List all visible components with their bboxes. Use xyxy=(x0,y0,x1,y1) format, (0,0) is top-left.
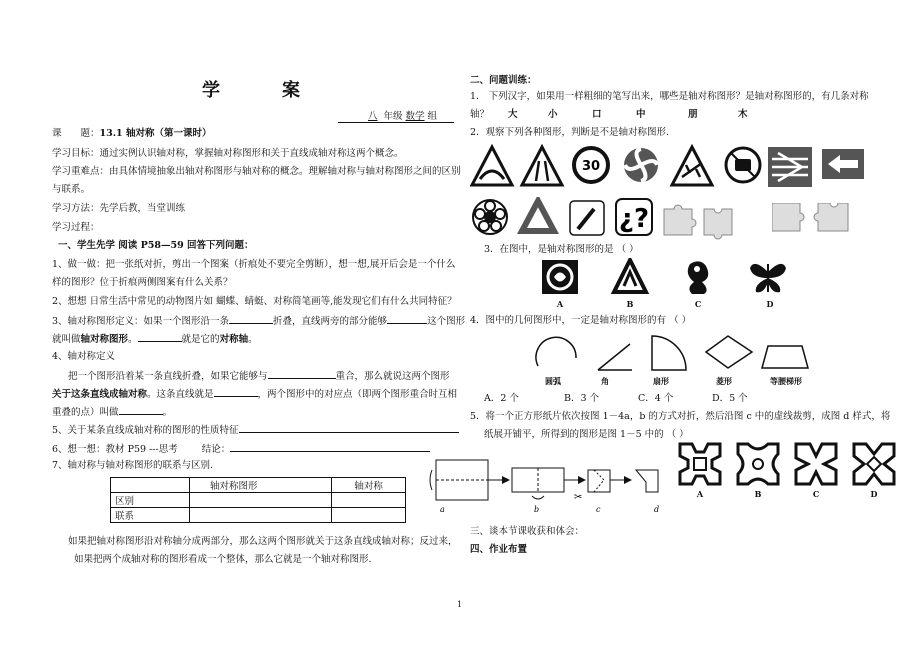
q3-blank-3[interactable] xyxy=(138,331,182,342)
table-header-row xyxy=(111,478,406,493)
topic-label: 课 题： xyxy=(52,128,100,139)
subject-value: 数学 xyxy=(405,111,425,122)
fold-step-c xyxy=(574,470,632,503)
shape-label-sector: 扇形 xyxy=(653,376,669,386)
q4-text-4: ，两个图形中的对应点（即两个图形重合时互相 xyxy=(257,389,458,400)
p4-figures xyxy=(530,330,830,376)
summary-line-1: 如果把轴对称图形沿对称轴分成两部分，那么这两个图形就关于这条直线成轴对称；反过来， xyxy=(68,536,458,547)
q4-text-2: 重合，那么就说这两个图形 xyxy=(335,371,450,382)
answer-shape-b xyxy=(738,444,778,484)
shape-label-angle: 角 xyxy=(601,376,609,386)
p4-choice-d[interactable]: D．5 个 xyxy=(712,393,748,404)
q3-text-3: 这个图形 xyxy=(427,316,466,327)
q6-text: 6、想一想：教材 P59 ---思考 xyxy=(52,444,178,455)
q3-line-1 xyxy=(52,313,465,328)
table-header-figure: 轴对称图形 xyxy=(190,478,332,493)
rhombus-shape xyxy=(706,336,752,368)
keypoints-line-2: 与联系。 xyxy=(52,184,91,195)
goal: 学习目标：通过实例认识轴对称，掌握轴对称图形和关于直线成轴对称这两个概念。 xyxy=(52,148,404,159)
p5-label-c: C xyxy=(812,489,820,499)
grade-value: 八 xyxy=(368,111,378,122)
fold-label-b: b xyxy=(534,505,540,514)
q3-term-axis: 对称轴 xyxy=(219,334,249,345)
sector-shape xyxy=(652,336,686,370)
p4-choice-b[interactable]: B．3 个 xyxy=(564,393,600,404)
table-cell[interactable] xyxy=(332,493,406,508)
grade-label: 年级 xyxy=(383,111,403,122)
answer-shape-d xyxy=(854,444,894,484)
table-cell xyxy=(111,478,190,493)
q4-text-6: 。 xyxy=(162,407,173,418)
railway-logo-icon xyxy=(768,147,812,187)
q3-text-6: 就是它的 xyxy=(181,334,220,345)
puzzle-piece-icon xyxy=(772,203,804,231)
warning-sign-airplane-icon xyxy=(672,147,712,185)
q3-blank-1[interactable] xyxy=(229,313,273,324)
speed-limit-sign-icon xyxy=(574,148,608,182)
fold-label-c: c xyxy=(596,505,601,514)
answer-shape-a xyxy=(680,444,720,484)
q3-text-5: 。 xyxy=(128,334,138,345)
figure-person-icon xyxy=(688,261,709,294)
hanzi-3: 口 xyxy=(592,109,602,120)
hanzi-1: 大 xyxy=(508,109,518,120)
puzzle-piece-icon xyxy=(664,205,696,235)
section-4-heading: 四、作业布置 xyxy=(470,544,528,555)
arc-shape xyxy=(536,337,576,366)
q3-term-axisymmetric: 轴对称图形 xyxy=(80,334,129,345)
fold-label-d: d xyxy=(654,505,660,514)
warning-triangle-icon xyxy=(614,260,646,292)
q4-heading: 4、轴对称定义 xyxy=(52,351,116,362)
p2-figures-row-2-extra xyxy=(772,203,872,239)
folding-steps-diagram xyxy=(428,446,678,516)
puzzle-piece-icon xyxy=(814,203,848,231)
angle-shape xyxy=(598,344,632,370)
table-row-label: 区别 xyxy=(111,493,190,508)
q6-line xyxy=(52,441,430,456)
q4-text-3: 。这条直线就是 xyxy=(147,389,214,400)
fold-step-d xyxy=(636,470,658,492)
process: 学习过程： xyxy=(52,222,100,233)
q6-blank[interactable] xyxy=(230,441,430,452)
p5-line-2: 纸展开铺平，所得到的图形是图 1－5 中的 （ ） xyxy=(484,429,689,440)
table-row xyxy=(111,508,406,523)
hanzi-5: 朋 xyxy=(688,109,698,120)
svg-text:¿?: ¿? xyxy=(618,204,650,234)
q3-text-7: 。 xyxy=(248,334,258,345)
q4-blank-1[interactable] xyxy=(268,368,336,379)
speed-limit-value: 30 xyxy=(581,159,601,174)
keypoints-line-1: 学习重难点：由具体情境抽象出轴对称图形与轴对称的概念。理解轴对称与轴对称图形之间的区别 xyxy=(52,166,461,177)
q5-line xyxy=(52,422,459,437)
header-rule xyxy=(338,122,454,123)
q3-line-2 xyxy=(52,331,258,346)
table-row-label: 联系 xyxy=(111,508,190,523)
p3-figures xyxy=(540,258,800,302)
p5-label-d: D xyxy=(870,489,878,499)
comparison-table xyxy=(110,477,406,523)
q7: 7、轴对称与轴对称图形的联系与区别. xyxy=(52,460,214,471)
p5-answer-figures xyxy=(676,440,900,496)
q3-text-1: 3、轴对称图形定义：如果一个图形沿一条 xyxy=(52,316,230,327)
shape-label-rhombus: 菱形 xyxy=(716,376,732,386)
q3-text-4: 就叫做 xyxy=(52,334,81,345)
section-2-heading: 二、问题训练： xyxy=(470,75,537,86)
shape-label-arc: 圆弧 xyxy=(545,376,561,386)
svg-text:✂: ✂ xyxy=(574,492,583,503)
p2: 2．观察下列各种图形，判断是不是轴对称图形. xyxy=(470,127,670,138)
q4-text-5: 重叠的点）叫做 xyxy=(52,407,119,418)
fold-step-a xyxy=(430,460,510,500)
no-vehicle-sign-icon xyxy=(726,148,760,182)
rose-emblem-icon xyxy=(473,200,507,234)
p3-label-b: B xyxy=(626,299,634,309)
answer-shape-c xyxy=(796,444,836,484)
hanzi-4: 中 xyxy=(636,109,646,120)
p1-text: 轴？ xyxy=(470,109,490,120)
puzzle-piece-icon xyxy=(704,209,732,239)
p1-line-1: 1． 下列汉字，如果用一样粗细的笔写出来，哪些是轴对称图形？是轴对称图形的，有几条对称 xyxy=(470,91,869,102)
q4-line-1 xyxy=(68,368,450,383)
table-cell[interactable] xyxy=(190,493,332,508)
left-arrow-sign-icon xyxy=(822,149,864,179)
section-3-heading: 三、谈本节课收获和体会： xyxy=(470,526,585,537)
table-header-symmetry: 轴对称 xyxy=(332,478,406,493)
p2-figures-row-2 xyxy=(470,197,770,241)
q1-line-2: 样的图形？位于折痕两侧图案有什么关系？ xyxy=(52,277,233,288)
section-1-heading: 一、学生先学 阅读 P58—59 回答下列问题： xyxy=(58,240,254,251)
q4-blank-3[interactable] xyxy=(119,404,163,415)
fold-label-a: a xyxy=(440,505,445,514)
p5-label-a: A xyxy=(696,489,704,499)
q6-conclusion-label: 结论： xyxy=(201,444,231,455)
swirl-logo-icon xyxy=(624,148,658,182)
butterfly-icon xyxy=(750,264,786,292)
p4-choice-c[interactable]: C．4 个 xyxy=(638,393,674,404)
p1-line-2 xyxy=(470,108,489,121)
p4-choice-a[interactable]: A．2 个 xyxy=(484,393,519,404)
topic-value: 13.1 轴对称（第一课时） xyxy=(99,128,212,139)
q2: 2、想想 日常生活中常见的动物图片如 蝴蝶、蜻蜓、对称简笔画等,能发现它们有什么共同特征？ xyxy=(52,296,457,307)
shape-label-trapezoid: 等腰梯形 xyxy=(770,376,802,386)
page-number: 1 xyxy=(457,600,463,609)
p3: 3．在图中，是轴对称图形的是 （ ） xyxy=(484,244,639,255)
group-label: 组 xyxy=(427,111,438,122)
table-cell[interactable] xyxy=(332,508,406,523)
warning-sign-bump-icon xyxy=(472,147,512,185)
recycle-icon xyxy=(522,201,554,231)
q4-text-1: 把一个图形沿着某一条直线折叠，如果它能够与 xyxy=(68,371,268,382)
q3-text-2: 折叠，直线两旁的部分能够 xyxy=(273,316,388,327)
p2-figures-row-1 xyxy=(470,143,870,193)
p3-label-d: D xyxy=(766,299,774,309)
q4-line-3 xyxy=(52,404,172,419)
q4-term: 关于这条直线成轴对称 xyxy=(52,389,148,400)
warning-sign-narrow-road-icon xyxy=(522,147,562,185)
isosceles-trapezoid-shape xyxy=(762,346,808,368)
p5-line-1: 5．将一个正方形纸片依次按图 1－4a，b 的方式对折，然后沿图 c 中的虚线裁剪，成图 d 样式，将 xyxy=(470,411,891,422)
q1-line-1: 1、做一做：把一张纸对折，剪出一个图案（折痕处不要完全剪断），想一想,展开后会是一个什么 xyxy=(52,259,456,270)
p5-label-b: B xyxy=(754,489,762,499)
q5-text: 5、关于某条直线成轴对称的图形的性质特征 xyxy=(52,425,239,436)
table-row xyxy=(111,493,406,508)
p3-label-c: C xyxy=(694,299,702,309)
pipette-icon xyxy=(570,201,604,235)
hanzi-2: 小 xyxy=(548,109,558,120)
hanzi-6: 木 xyxy=(738,109,748,120)
q4-blank-2[interactable] xyxy=(214,386,258,397)
q5-blank[interactable] xyxy=(239,422,459,433)
recycle-box-icon xyxy=(542,260,578,294)
p3-label-a: A xyxy=(556,299,564,309)
q3-blank-2[interactable] xyxy=(387,313,427,324)
topic-line xyxy=(52,127,211,140)
table-cell[interactable] xyxy=(190,508,332,523)
p4: 4．图中的几何图形中，一定是轴对称图形的有 （ ） xyxy=(470,315,692,326)
question-logo-icon xyxy=(616,199,652,235)
page-title: 学 案 xyxy=(202,80,302,101)
method: 学习方法：先学后教，当堂训练 xyxy=(52,203,186,214)
q4-line-2 xyxy=(52,386,457,401)
summary-line-2: 如果把两个成轴对称的图形看成一个整体，那么它就是一个轴对称图形. xyxy=(74,554,372,565)
